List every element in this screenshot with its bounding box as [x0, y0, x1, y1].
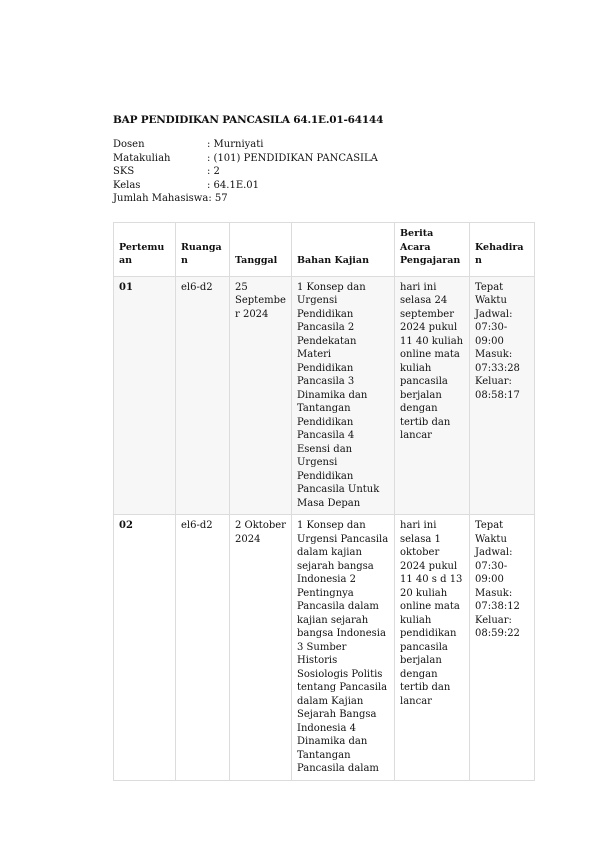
attendance-table: [113, 222, 535, 781]
cell-berita-acara: hari ini selasa 24 september 2024 pukul 11 40 kuliah online mata kuliah pancasila berjalan dengan tertib dan lancar: [395, 276, 470, 515]
info-value: : 64.1E.01: [207, 179, 260, 191]
info-value: : Murniyati: [207, 139, 264, 150]
header-tanggal: Tanggal: [230, 223, 292, 277]
info-value: : (101) PENDIDIKAN PANCASILA: [207, 152, 378, 164]
header-ruangan: Ruangan: [176, 223, 230, 277]
header-bahan-kajian: Bahan Kajian: [292, 223, 395, 277]
info-row-matakuliah: [113, 152, 378, 166]
cell-ruangan: el6-d2: [176, 276, 230, 515]
table-row: [114, 515, 535, 781]
info-label: SKS: [113, 166, 135, 177]
cell-bahan-kajian: 1 Konsep dan Urgensi Pancasila dalam kajian sejarah bangsa Indonesia 2 Pentingnya Pancasila dalam kajian sejarah bangsa Indonesia 3 Sumber Historis Sosiologis Politis tentang Pancasila dalam Kajian Sejarah Bangsa Indonesia 4 Dinamika dan Tantangan Pancasila dalam: [292, 515, 395, 781]
info-value: : 2: [207, 166, 220, 177]
info-label: Kelas: [113, 179, 141, 191]
info-row-dosen: [113, 138, 378, 152]
header-kehadiran: Kehadiran: [470, 223, 535, 277]
info-row-kelas: [113, 179, 378, 193]
info-label: Dosen: [113, 139, 145, 150]
info-value: : 57: [208, 193, 228, 204]
info-label: Jumlah Mahasiswa: [113, 193, 209, 204]
cell-tanggal: 2 Oktober 2024: [230, 515, 292, 781]
cell-ruangan: el6-d2: [176, 515, 230, 781]
attendance-table-container: [113, 222, 534, 781]
cell-pertemuan: 02: [114, 515, 176, 781]
course-info: [113, 138, 378, 206]
cell-kehadiran: Tepat Waktu Jadwal: 07:30-09:00 Masuk: 07:33:28 Keluar: 08:58:17: [470, 276, 535, 515]
info-row-sks: [113, 165, 378, 179]
cell-kehadiran: Tepat Waktu Jadwal: 07:30-09:00 Masuk: 07:38:12 Keluar: 08:59:22: [470, 515, 535, 781]
cell-tanggal: 25 September 2024: [230, 276, 292, 515]
table-row: [114, 276, 535, 515]
header-pertemuan: Pertemuan: [114, 223, 176, 277]
table-header-row: [114, 223, 535, 277]
cell-pertemuan: 01: [114, 276, 176, 515]
header-berita-acara: Berita Acara Pengajaran: [395, 223, 470, 277]
info-label: Matakuliah: [113, 152, 171, 164]
info-row-jumlah-mahasiswa: [113, 192, 378, 206]
cell-bahan-kajian: 1 Konsep dan Urgensi Pendidikan Pancasila 2 Pendekatan Materi Pendidikan Pancasila 3 Dinamika dan Tantangan Pendidikan Pancasila 4 Esensi dan Urgensi Pendidikan Pancasila Untuk Masa Depan: [292, 276, 395, 515]
document-title: BAP PENDIDIKAN PANCASILA 64.1E.01-64144: [113, 114, 384, 126]
cell-berita-acara: hari ini selasa 1 oktober 2024 pukul 11 40 s d 13 20 kuliah online mata kuliah pendidikan pancasila berjalan dengan tertib dan lancar: [395, 515, 470, 781]
